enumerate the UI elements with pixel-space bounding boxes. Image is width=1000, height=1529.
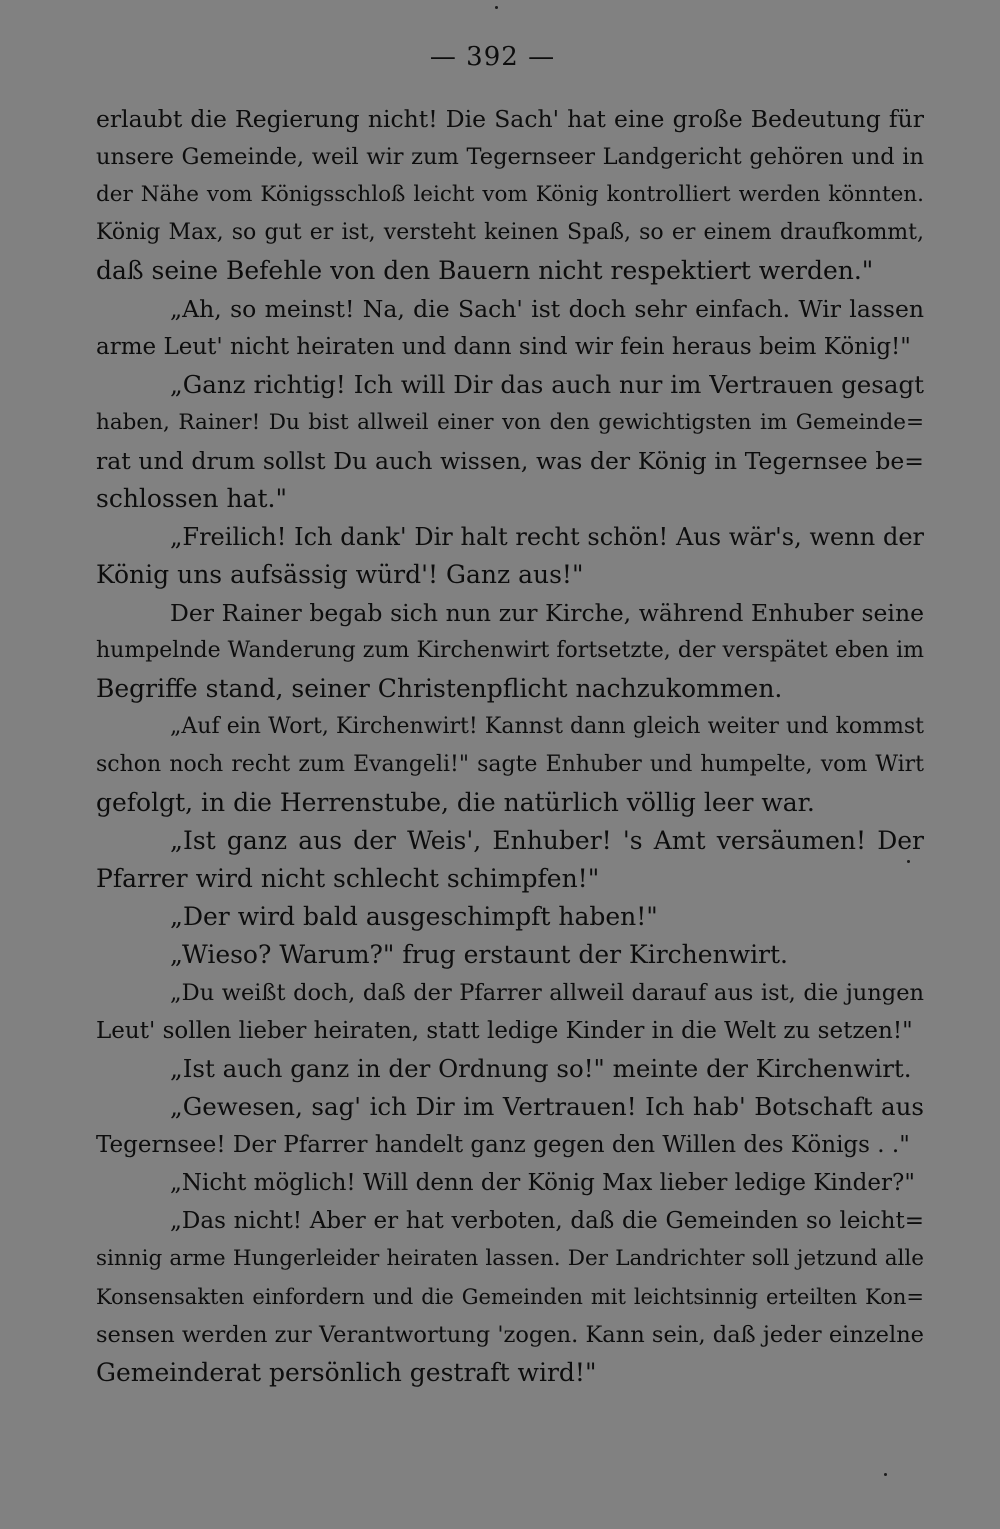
text-line: gefolgt, in die Herrenstube, die natürlich völlig leer war. — [96, 788, 815, 817]
text-line: „Ah, so meinst! Na, die Sach' ist doch sehr einfach. Wir lassen — [170, 295, 924, 323]
body-text — [96, 100, 924, 1392]
text-line: humpelnde Wanderung zum Kirchenwirt fortsetzte, der verspätet eben im — [96, 638, 924, 663]
text-line: König uns aufsässig würd'! Ganz aus!" — [96, 560, 584, 589]
text-line: Tegernsee! Der Pfarrer handelt ganz gegen den Willen des Königs . ." — [96, 1132, 910, 1158]
text-line: rat und drum sollst Du auch wissen, was der König in Tegernsee be= — [96, 447, 924, 475]
text-line: Begriffe stand, seiner Christenpflicht nachzukommen. — [96, 674, 783, 703]
text-line: „Auf ein Wort, Kirchenwirt! Kannst dann gleich weiter und kommst — [170, 714, 924, 739]
text-line: haben, Rainer! Du bist allweil einer von den gewichtigsten im Gemeinde= — [96, 410, 924, 435]
text-line: Leut' sollen lieber heiraten, statt ledige Kinder in die Welt zu setzen!" — [96, 1018, 913, 1044]
text-line: Der Rainer begab sich nun zur Kirche, während Enhuber seine — [170, 599, 924, 627]
text-line: erlaubt die Regierung nicht! Die Sach' hat eine große Bedeutung für — [96, 105, 924, 133]
text-line: Konsensakten einfordern und die Gemeinden mit leichtsinnig erteilten Kon= — [96, 1285, 924, 1309]
text-line: schlossen hat." — [96, 484, 287, 513]
text-line: „Ist ganz aus der Weis', Enhuber! 's Amt versäumen! Der — [170, 826, 924, 855]
text-line: „Nicht möglich! Will denn der König Max lieber ledige Kinder?" — [170, 1170, 915, 1196]
text-line: unsere Gemeinde, weil wir zum Tegernseer Landgericht gehören und in — [96, 144, 924, 170]
text-line: „Ganz richtig! Ich will Dir das auch nur im Vertrauen gesagt — [170, 370, 924, 399]
text-line: sinnig arme Hungerleider heiraten lassen. Der Landrichter soll jetzund alle — [96, 1246, 924, 1271]
text-line: „Das nicht! Aber er hat verboten, daß die Gemeinden so leicht= — [170, 1208, 924, 1234]
page-number — [0, 42, 1000, 72]
text-line: „Der wird bald ausgeschimpft haben!" — [170, 902, 658, 931]
text-line: „Freilich! Ich dank' Dir halt recht schön! Aus wär's, wenn der — [170, 523, 924, 551]
text-line: „Gewesen, sag' ich Dir im Vertrauen! Ich hab' Botschaft aus — [170, 1092, 924, 1121]
text-line: der Nähe vom Königsschloß leicht vom König kontrolliert werden könnten. — [96, 182, 924, 207]
text-line: sensen werden zur Verantwortung 'zogen. Kann sein, daß jeder einzelne — [96, 1322, 924, 1348]
text-line: „Wieso? Warum?" frug erstaunt der Kirchenwirt. — [170, 940, 789, 969]
text-line: arme Leut' nicht heiraten und dann sind wir fein heraus beim König!" — [96, 334, 911, 360]
text-line: schon noch recht zum Evangeli!" sagte Enhuber und humpelte, vom Wirt — [96, 752, 924, 777]
scan-speck — [495, 6, 498, 9]
scan-speck — [884, 1473, 887, 1476]
text-line: Pfarrer wird nicht schlecht schimpfen!" — [96, 864, 600, 893]
text-line: „Ist auch ganz in der Ordnung so!" meinte der Kirchenwirt. — [170, 1054, 912, 1083]
text-line: König Max, so gut er ist, versteht keinen Spaß, so er einem draufkommt, — [96, 220, 924, 245]
text-line: „Du weißt doch, daß der Pfarrer allweil darauf aus ist, die jungen — [170, 980, 924, 1006]
text-line: daß seine Befehle von den Bauern nicht respektiert werden." — [96, 256, 874, 285]
text-line: Gemeinderat persönlich gestraft wird!" — [96, 1358, 597, 1387]
page-number-text: — 392 — — [429, 42, 556, 72]
